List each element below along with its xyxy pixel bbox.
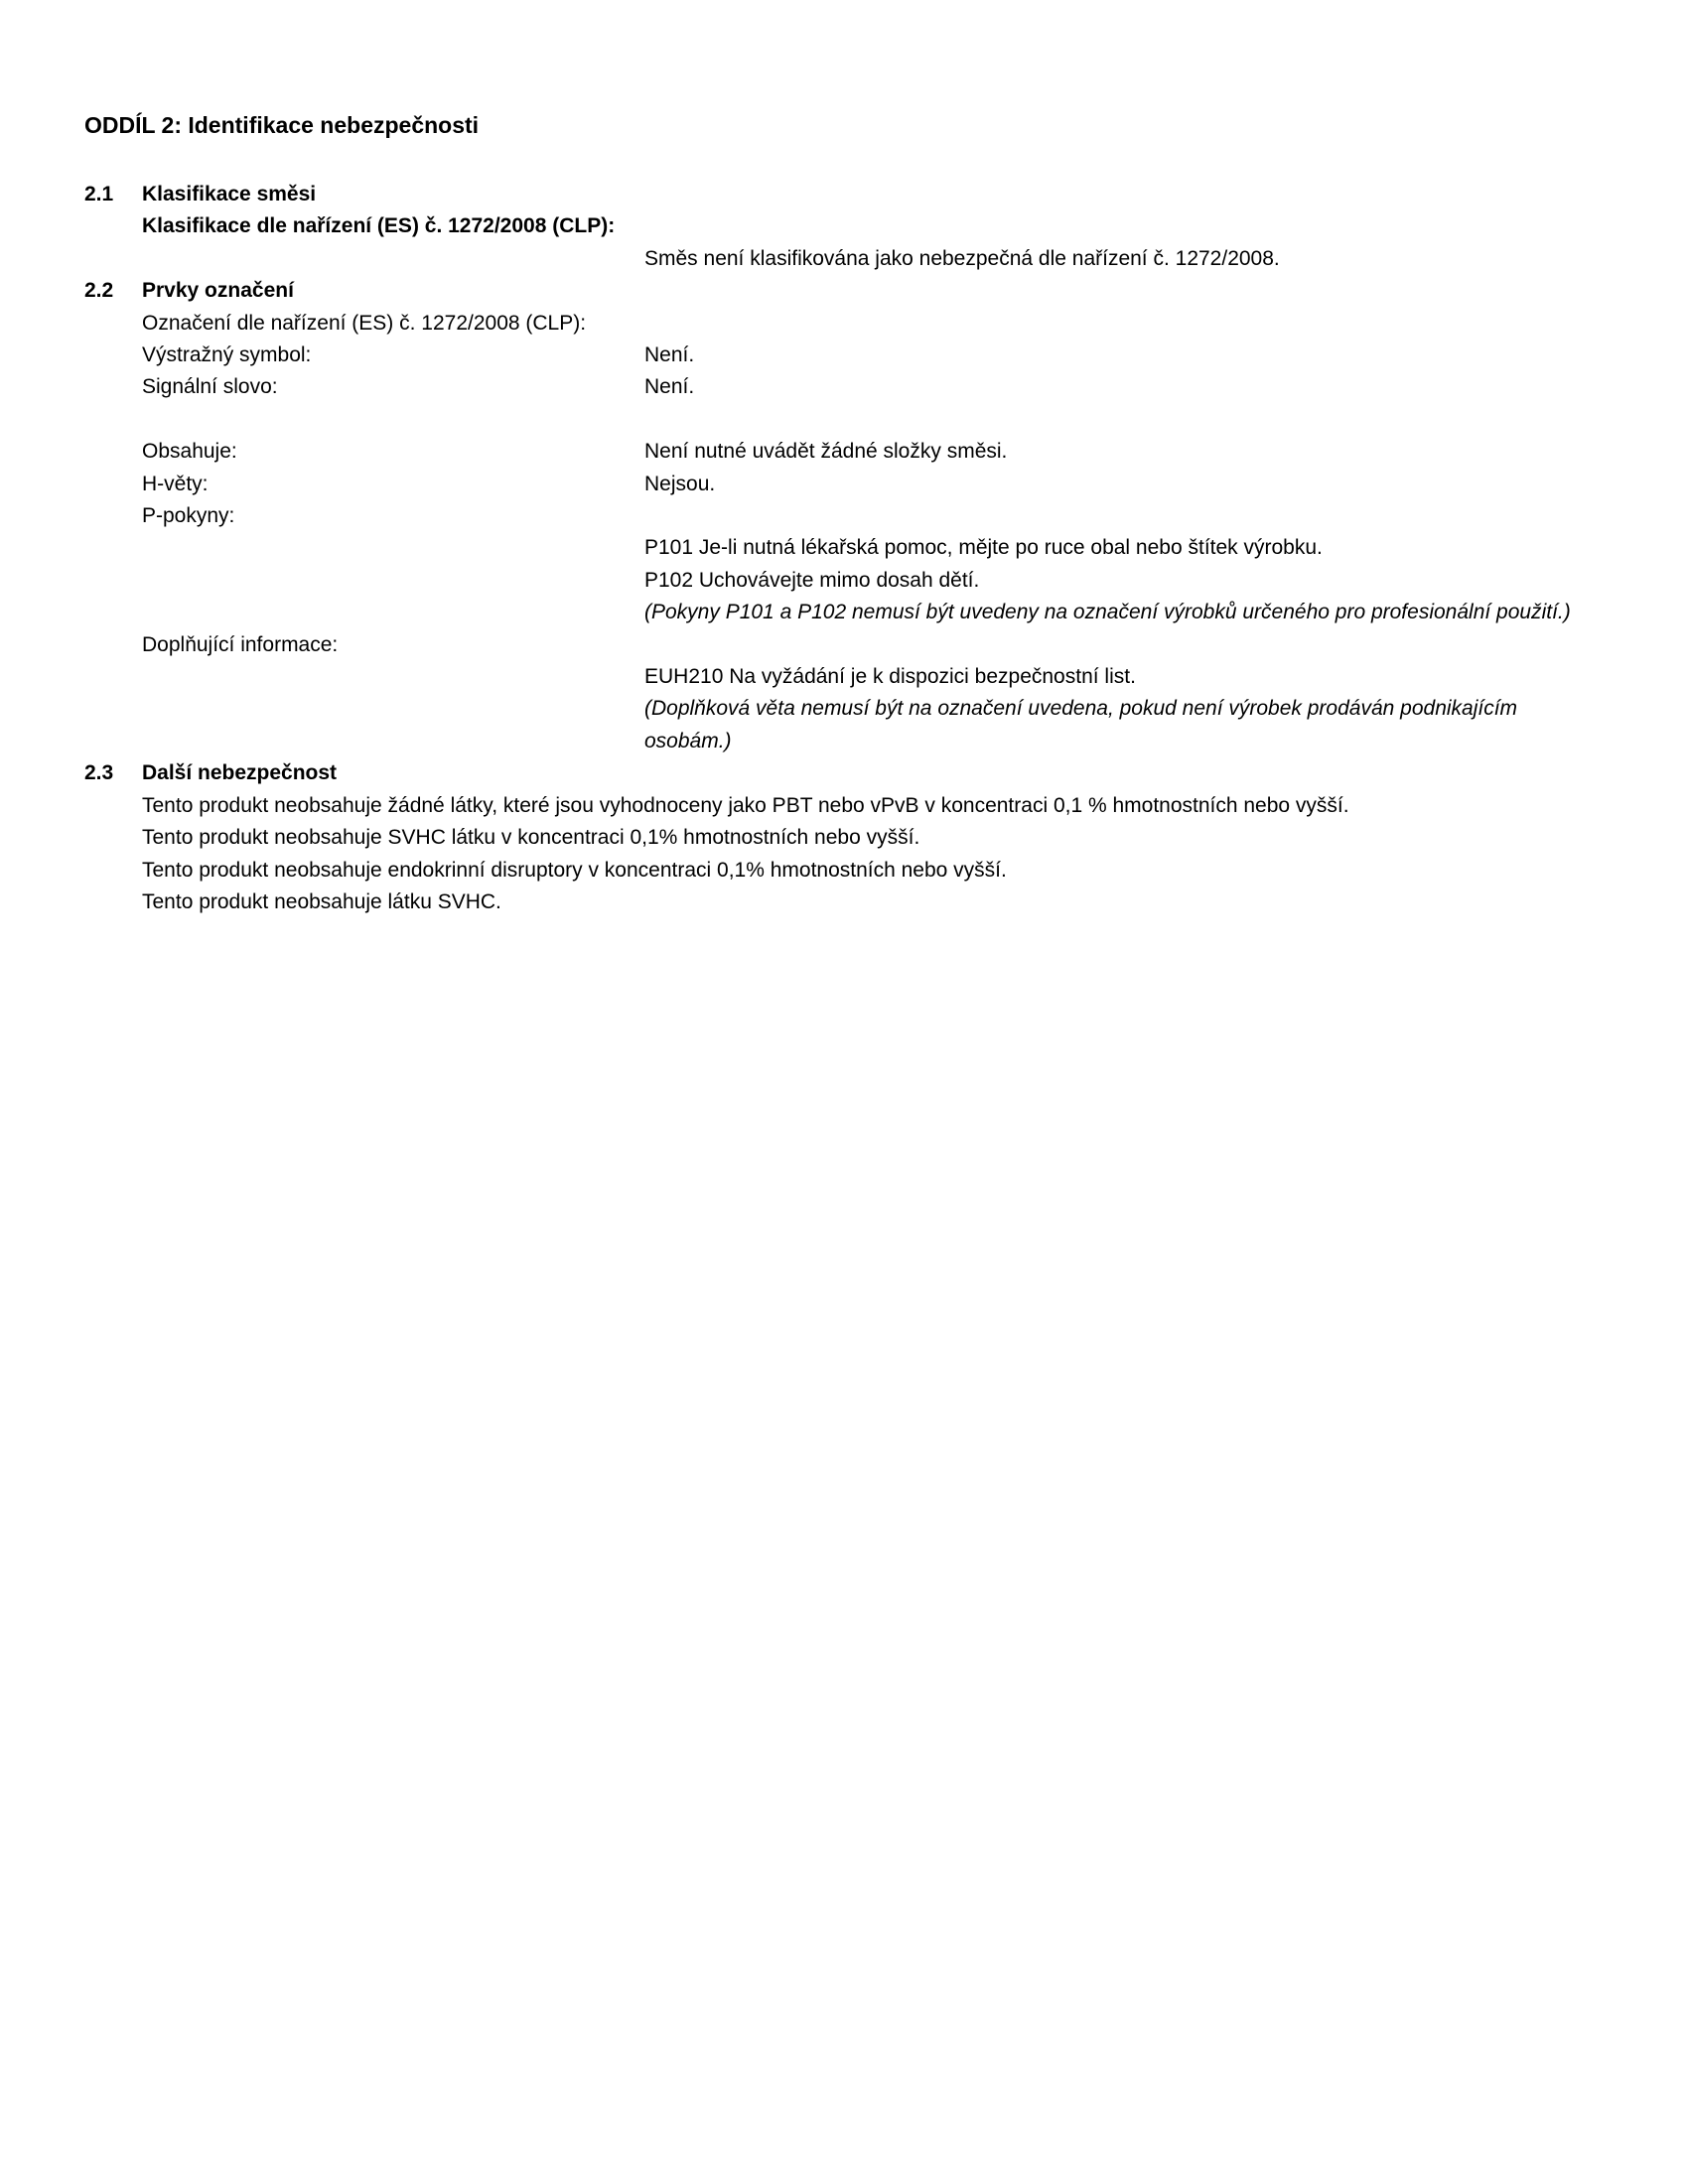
subsection-2-2-title-row bbox=[84, 275, 1614, 307]
document-page bbox=[84, 111, 1614, 918]
other-hazards-line-row bbox=[84, 887, 1614, 918]
contains-row bbox=[84, 436, 1614, 468]
warning-symbol-row bbox=[84, 340, 1614, 371]
other-hazards-line: Tento produkt neobsahuje endokrinní disruptory v koncentraci 0,1% hmotnostních nebo vyšší. bbox=[142, 858, 1007, 882]
p-note: (Pokyny P101 a P102 nemusí být uvedeny na označení výrobků určeného pro profesionální použití.) bbox=[644, 601, 1571, 624]
labelling-subtitle: Označení dle nařízení (ES) č. 1272/2008 (CLP): bbox=[142, 311, 587, 335]
p101-row bbox=[84, 532, 1614, 564]
classification-value: Směs není klasifikována jako nebezpečná dle nařízení č. 1272/2008. bbox=[644, 246, 1280, 270]
h-statements-row bbox=[84, 469, 1614, 500]
h-statements-value: Nejsou. bbox=[644, 472, 716, 495]
additional-info-label: Doplňující informace: bbox=[142, 632, 339, 656]
other-hazards-line: Tento produkt neobsahuje SVHC látku v koncentraci 0,1% hmotnostních nebo vyšší. bbox=[142, 826, 920, 850]
p101-statement: P101 Je-li nutná lékařská pomoc, mějte po ruce obal nebo štítek výrobku. bbox=[644, 536, 1323, 560]
subsection-number: 2.1 bbox=[84, 183, 114, 205]
additional-info-label-row bbox=[84, 629, 1614, 661]
subsection-title: Prvky označení bbox=[142, 279, 294, 303]
other-hazards-line-row bbox=[84, 822, 1614, 854]
signal-word-value: Není. bbox=[644, 375, 695, 399]
labelling-subtitle-row bbox=[84, 308, 1614, 340]
euh-statement: EUH210 Na vyžádání je k dispozici bezpečnostní list. bbox=[644, 665, 1136, 689]
h-statements-label: H-věty: bbox=[142, 472, 209, 495]
p-note-row bbox=[84, 597, 1614, 628]
contains-value: Není nutné uvádět žádné složky směsi. bbox=[644, 440, 1008, 464]
classification-value-row bbox=[84, 243, 1614, 275]
euh-statement-row bbox=[84, 661, 1614, 693]
p-statements-label-row bbox=[84, 500, 1614, 532]
classification-subtitle-row bbox=[84, 210, 1614, 242]
euh-note-row bbox=[84, 693, 1614, 757]
subsection-number: 2.2 bbox=[84, 279, 114, 303]
spacer-row bbox=[84, 404, 1614, 436]
warning-symbol-label: Výstražný symbol: bbox=[142, 343, 312, 367]
contains-label: Obsahuje: bbox=[142, 440, 237, 464]
section-heading: ODDÍL 2: Identifikace nebezpečnosti bbox=[84, 112, 480, 138]
subsection-title: Klasifikace směsi bbox=[142, 183, 317, 205]
subsection-title: Další nebezpečnost bbox=[142, 761, 338, 785]
other-hazards-line-row bbox=[84, 790, 1614, 822]
signal-word-label: Signální slovo: bbox=[142, 375, 278, 399]
subsection-number: 2.3 bbox=[84, 761, 114, 785]
other-hazards-line-row bbox=[84, 855, 1614, 887]
section-body bbox=[84, 179, 1614, 918]
warning-symbol-value: Není. bbox=[644, 343, 695, 367]
p102-statement: P102 Uchovávejte mimo dosah dětí. bbox=[644, 568, 980, 592]
other-hazards-line: Tento produkt neobsahuje látku SVHC. bbox=[142, 889, 501, 913]
p102-row bbox=[84, 565, 1614, 597]
other-hazards-line: Tento produkt neobsahuje žádné látky, které jsou vyhodnoceny jako PBT nebo vPvB v koncentraci 0,1 % hmotnostních nebo vyšší. bbox=[142, 793, 1349, 817]
euh-note: (Doplňková věta nemusí být na označení uvedena, pokud není výrobek prodáván podnikajícím osobám.) bbox=[644, 697, 1518, 752]
subsection-2-1-title-row bbox=[84, 179, 1614, 210]
subsection-2-3-title-row bbox=[84, 757, 1614, 789]
p-statements-label: P-pokyny: bbox=[142, 504, 235, 528]
signal-word-row bbox=[84, 371, 1614, 403]
classification-subtitle: Klasifikace dle nařízení (ES) č. 1272/2008 (CLP): bbox=[142, 214, 616, 238]
